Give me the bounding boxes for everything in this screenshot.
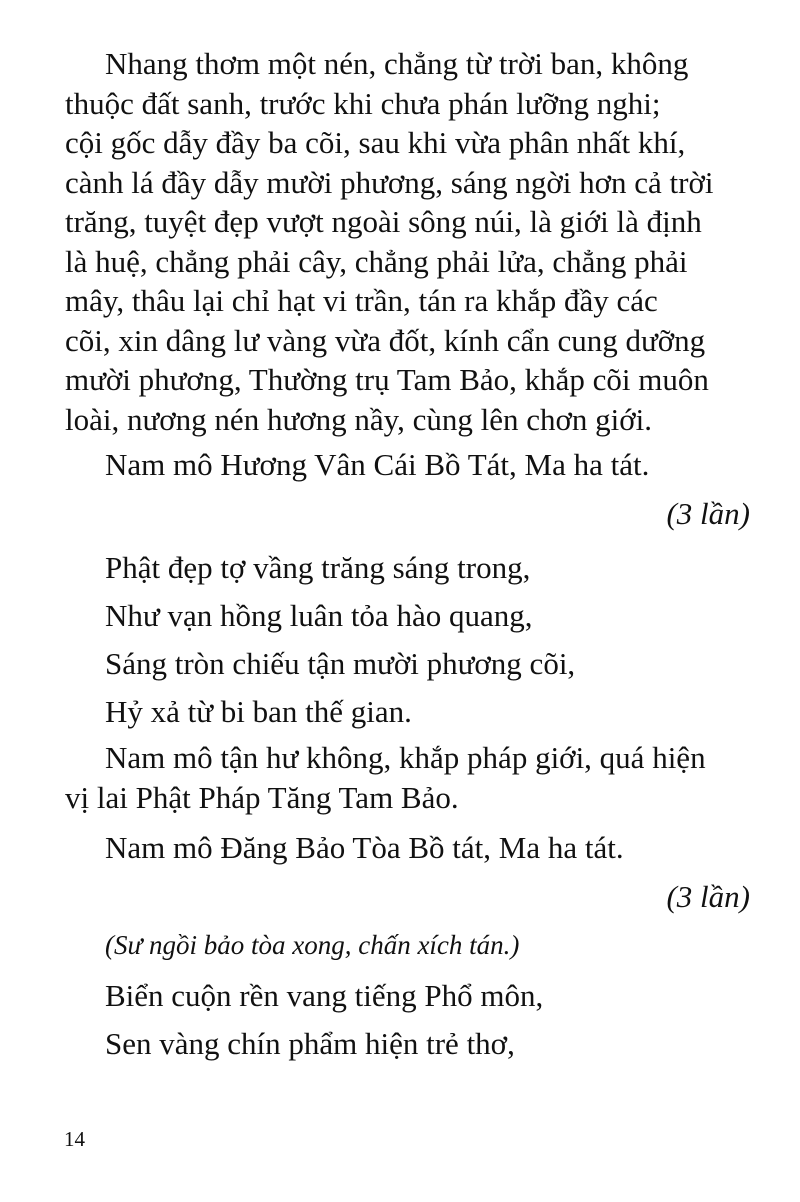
invocation-line: Nam mô Đăng Bảo Tòa Bồ tát, Ma ha tát.: [105, 830, 624, 865]
repeat-count: (3 lần): [666, 496, 750, 531]
invocation-block: [65, 445, 750, 485]
paragraph-line: cành lá đầy dẫy mười phương, sáng ngời hơn cả trời: [65, 164, 714, 200]
paragraph-line: cội gốc dẫy đầy ba cõi, sau khi vừa phân nhất khí,: [65, 125, 686, 160]
verse-line: Sen vàng chín phẩm hiện trẻ thơ,: [105, 1026, 515, 1061]
stage-direction: [65, 926, 750, 966]
paragraph-line: loài, nương nén hương nầy, cùng lên chơn giới.: [65, 401, 653, 437]
paragraph-line: là huệ, chẳng phải cây, chẳng phải lửa, chẳng phải: [65, 243, 688, 279]
paragraph-line: mây, thâu lại chỉ hạt vi trần, tán ra khắp đầy các: [65, 283, 658, 318]
verse-line: Phật đẹp tợ vầng trăng sáng trong,: [105, 550, 531, 585]
opening-paragraph: [65, 44, 750, 439]
verse-block: [65, 544, 750, 736]
repeat-note: [65, 877, 750, 917]
paragraph-line: cõi, xin dâng lư vàng vừa đốt, kính cẩn cung dưỡng: [65, 322, 706, 358]
homage-paragraph: [65, 738, 750, 817]
page-number: 14: [64, 1127, 85, 1151]
verse-line: Sáng tròn chiếu tận mười phương cõi,: [105, 646, 576, 681]
paragraph-line: vị lai Phật Pháp Tăng Tam Bảo.: [65, 779, 459, 815]
invocation-line: Nam mô Hương Vân Cái Bồ Tát, Ma ha tát.: [105, 447, 650, 482]
invocation-block: [65, 828, 750, 868]
verse-line: Biển cuộn rền vang tiếng Phổ môn,: [105, 978, 544, 1013]
stage-direction-text: (Sư ngồi bảo tòa xong, chấn xích tán.): [105, 930, 520, 960]
verse-block: [65, 972, 750, 1068]
verse-line: Như vạn hồng luân tỏa hào quang,: [105, 598, 533, 633]
paragraph-line: trăng, tuyệt đẹp vượt ngoài sông núi, là giới là định: [65, 204, 702, 239]
paragraph-line: thuộc đất sanh, trước khi chưa phán lưỡng nghi;: [65, 85, 661, 121]
paragraph-line: Nhang thơm một nén, chẳng từ trời ban, không: [105, 46, 689, 81]
paragraph-line: Nam mô tận hư không, khắp pháp giới, quá hiện: [105, 740, 706, 775]
verse-line: Hỷ xả từ bi ban thế gian.: [105, 694, 412, 729]
paragraph-line: mười phương, Thường trụ Tam Bảo, khắp cõi muôn: [65, 362, 709, 397]
repeat-note: [65, 494, 750, 534]
repeat-count: (3 lần): [666, 879, 750, 914]
